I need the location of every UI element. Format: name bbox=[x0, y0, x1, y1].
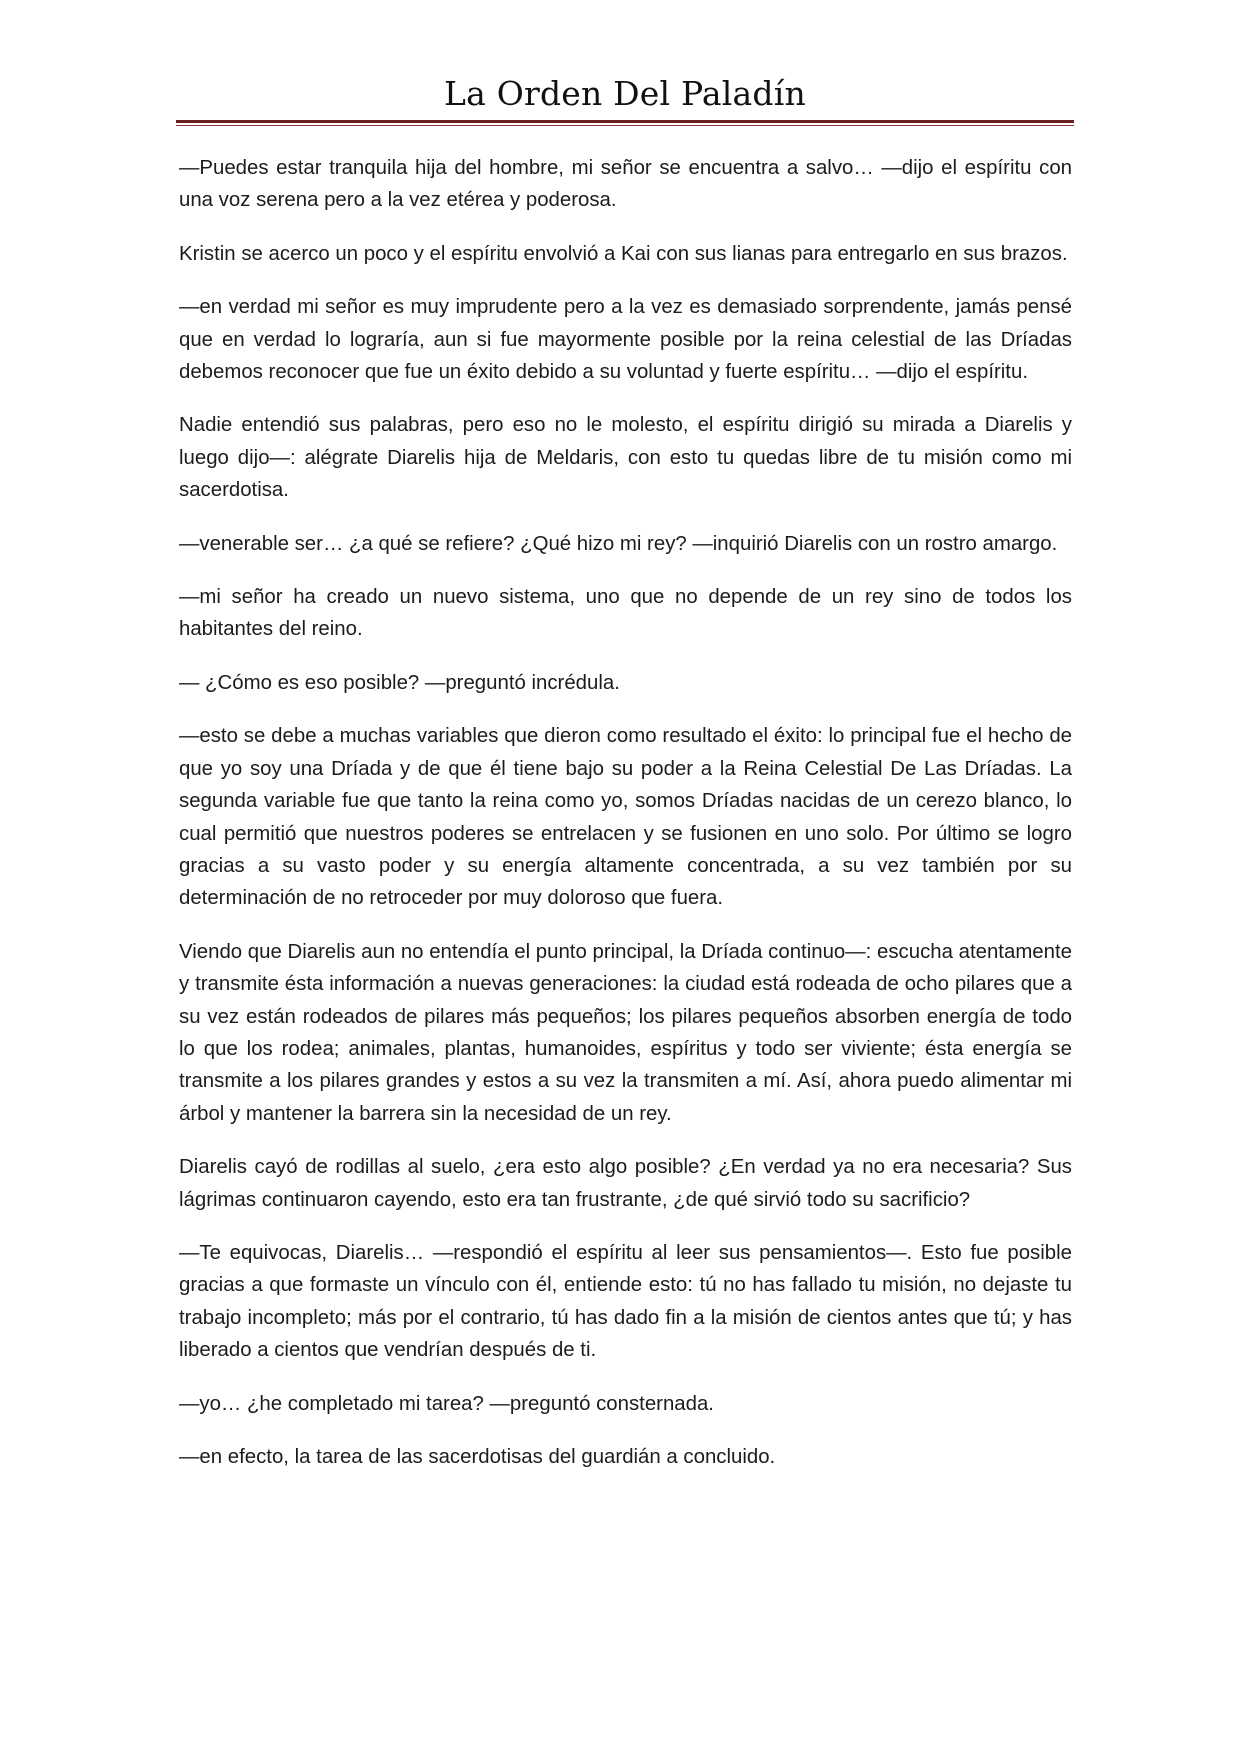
paragraph: —en verdad mi señor es muy imprudente pero a la vez es demasiado sorprendente, jamás pensé que en verdad lo lograría, aun si fue mayormente posible por la reina celestial de las Dríadas debemos reconocer que fue un éxito debido a su voluntad y fuerte espíritu… —dijo el espíritu. bbox=[179, 296, 1072, 384]
paragraph: —en efecto, la tarea de las sacerdotisas del guardián a concluido. bbox=[179, 1446, 776, 1468]
page-header bbox=[176, 72, 1074, 126]
paragraph: — ¿Cómo es eso posible? —preguntó incrédula. bbox=[179, 671, 620, 694]
header-divider bbox=[176, 120, 1074, 123]
paragraph: Nadie entendió sus palabras, pero eso no le molesto, el espíritu dirigió su mirada a Diarelis y luego dijo—: alégrate Diarelis hija de Meldaris, con esto tu quedas libre de tu misión como mi sacerdotisa. bbox=[179, 414, 1072, 502]
paragraph: —Te equivocas, Diarelis… —respondió el espíritu al leer sus pensamientos—. Esto fue posible gracias a que formaste un vínculo con él, entiende esto: tú no has fallado tu misión, no dejaste tu trabajo incompleto; más por el contrario, tú has dado fin a la misión de cientos antes que tú; y has liberado a cientos que vendrían después de ti. bbox=[179, 1241, 1072, 1362]
paragraph: —yo… ¿he completado mi tarea? —preguntó consternada. bbox=[179, 1392, 714, 1415]
paragraph: Diarelis cayó de rodillas al suelo, ¿era esto algo posible? ¿En verdad ya no era necesaria? Sus lágrimas continuaron cayendo, esto era tan frustrante, ¿de qué sirvió todo su sacrificio? bbox=[179, 1156, 1072, 1211]
page-title: La Orden Del Paladín bbox=[444, 74, 806, 113]
header-divider-thin bbox=[176, 125, 1074, 126]
body-text bbox=[179, 152, 1072, 1494]
paragraph: —venerable ser… ¿a qué se refiere? ¿Qué hizo mi rey? —inquirió Diarelis con un rostro amargo. bbox=[179, 532, 1058, 555]
paragraph: —mi señor ha creado un nuevo sistema, uno que no depende de un rey sino de todos los habitantes del reino. bbox=[179, 586, 1072, 641]
paragraph: Kristin se acerco un poco y el espíritu envolvió a Kai con sus lianas para entregarlo en sus brazos. bbox=[179, 242, 1068, 265]
paragraph: Viendo que Diarelis aun no entendía el punto principal, la Dríada continuo—: escucha atentamente y transmite ésta información a nuevas generaciones: la ciudad está rodeada de ocho pilares que a su vez están rodeados de pilares más pequeños; los pilares pequeños absorben energía de todo lo que los rodea; animales, plantas, humanoides, espíritus y todo ser viviente; ésta energía se transmite a los pilares grandes y estos a su vez la transmiten a mí. Así, ahora puedo alimentar mi árbol y mantener la barrera sin la necesidad de un rey. bbox=[179, 940, 1072, 1125]
paragraph: —esto se debe a muchas variables que dieron como resultado el éxito: lo principal fue el hecho de que yo soy una Dríada y de que él tiene bajo su poder a la Reina Celestial De Las Dríadas. La segunda variable fue que tanto la reina como yo, somos Dríadas nacidas de un cerezo blanco, lo cual permitió que nuestros poderes se entrelacen y se fusionen en uno solo. Por último se logro gracias a su vasto poder y su energía altamente concentrada, a su vez también por su determinación de no retroceder por muy doloroso que fuera. bbox=[179, 725, 1072, 910]
paragraph: —Puedes estar tranquila hija del hombre, mi señor se encuentra a salvo… —dijo el espíritu con una voz serena pero a la vez etérea y poderosa. bbox=[179, 157, 1072, 212]
